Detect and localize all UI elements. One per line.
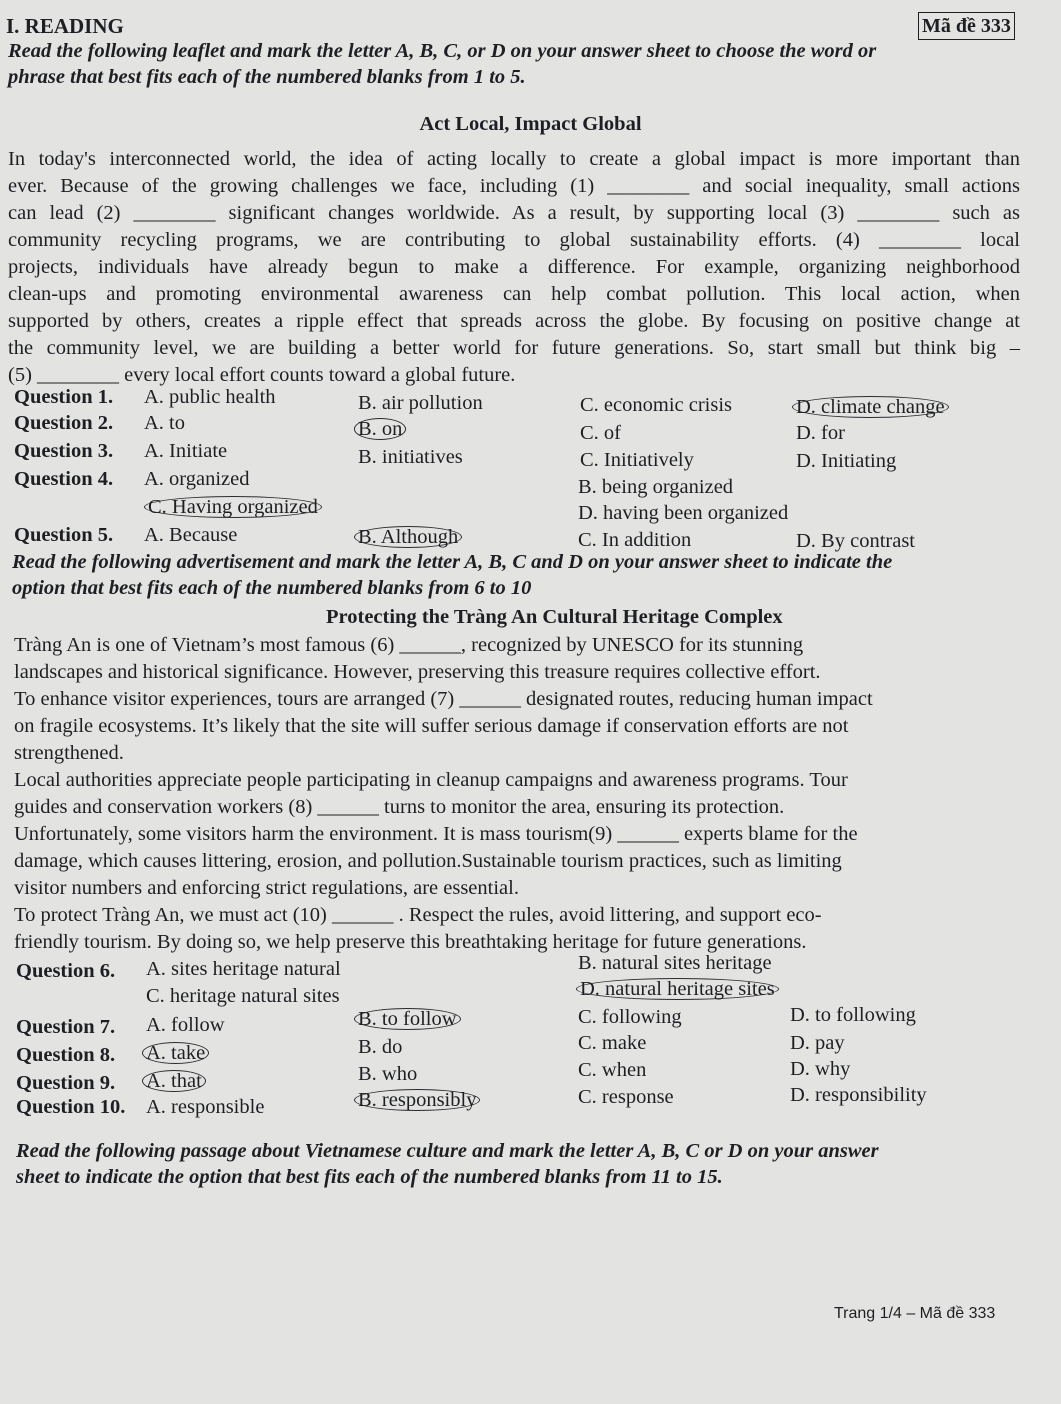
part1-instruction-line2: phrase that best fits each of the numbered blanks from 1 to 5. <box>8 66 526 88</box>
part2-passage-line: Unfortunately, some visitors harm the environment. It is mass tourism(9) ______ experts blame for the <box>14 823 858 845</box>
question-label: Question 10. <box>16 1096 126 1118</box>
option-b[interactable]: B. who <box>358 1063 418 1085</box>
part2-instruction-line1: Read the following advertisement and mark the letter A, B, C and D on your answer sheet to indicate the <box>12 551 893 573</box>
question-label: Question 4. <box>14 468 114 490</box>
page-footer: Trang 1/4 – Mã đề 333 <box>834 1305 996 1322</box>
question-label: Question 3. <box>14 440 114 462</box>
option-b[interactable]: B. initiatives <box>358 446 463 468</box>
option-c[interactable]: C. In addition <box>578 529 692 551</box>
section-heading: I. READING <box>6 14 124 38</box>
option-a[interactable]: A. public health <box>144 386 276 408</box>
option-c[interactable]: C. make <box>578 1032 647 1054</box>
option-d-selected[interactable]: D. climate change <box>792 396 949 418</box>
part2-passage-line: visitor numbers and enforcing strict regulations, are essential. <box>14 877 519 899</box>
option-a[interactable]: A. Initiate <box>144 440 228 462</box>
option-d[interactable]: D. pay <box>790 1032 845 1054</box>
option-a[interactable]: A. Because <box>144 524 238 546</box>
option-b-selected[interactable]: B. on <box>354 418 406 440</box>
part1-passage-line: In today's interconnected world, the idea of acting locally to create a global impact is more important than <box>8 148 1020 170</box>
option-b-selected[interactable]: B. to follow <box>354 1008 461 1030</box>
option-c[interactable]: C. economic crisis <box>580 394 733 416</box>
option-a[interactable]: A. sites heritage natural <box>146 958 341 980</box>
option-a[interactable]: A. organized <box>144 468 250 490</box>
question-label: Question 1. <box>14 386 114 408</box>
option-c[interactable]: C. following <box>578 1006 682 1028</box>
option-d[interactable]: D. having been organized <box>578 502 789 524</box>
option-b[interactable]: B. being organized <box>578 476 734 498</box>
part3-instruction-line2: sheet to indicate the option that best fits each of the numbered blanks from 11 to 15. <box>16 1166 723 1188</box>
question-label: Question 7. <box>16 1016 116 1038</box>
part2-passage-line: Local authorities appreciate people participating in cleanup campaigns and awareness programs. Tour <box>14 769 848 791</box>
part1-passage-line: projects, individuals have already begun to make a difference. For example, organizing neighborhood <box>8 256 1020 278</box>
option-c-selected[interactable]: C. Having organized <box>144 496 322 518</box>
option-c[interactable]: C. when <box>578 1059 647 1081</box>
part2-passage-line: damage, which causes littering, erosion, and pollution.Sustainable tourism practices, such as limiting <box>14 850 842 872</box>
option-d[interactable]: D. for <box>796 422 845 444</box>
option-d[interactable]: D. Initiating <box>796 450 897 472</box>
part1-passage-line: (5) ________ every local effort counts toward a global future. <box>8 364 516 386</box>
option-d[interactable]: D. why <box>790 1058 851 1080</box>
option-a-selected[interactable]: A. take <box>142 1042 209 1064</box>
part3-instruction-line1: Read the following passage about Vietnamese culture and mark the letter A, B, C or D on your answer <box>16 1140 879 1162</box>
part2-passage-line: To protect Tràng An, we must act (10) ______ . Respect the rules, avoid littering, and support eco- <box>14 904 822 926</box>
option-b[interactable]: B. do <box>358 1036 403 1058</box>
option-d[interactable]: D. By contrast <box>796 530 915 552</box>
option-b[interactable]: B. natural sites heritage <box>578 952 772 974</box>
part2-passage-line: To enhance visitor experiences, tours are arranged (7) ______ designated routes, reducing human impact <box>14 688 873 710</box>
part1-passage-line: can lead (2) ________ significant changes worldwide. As a result, by supporting local (3) ________ such as <box>8 202 1020 224</box>
part1-passage-line: community recycling programs, we are contributing to global sustainability efforts. (4) ________ local <box>8 229 1020 251</box>
option-a-selected[interactable]: A. that <box>142 1070 206 1092</box>
option-c[interactable]: C. response <box>578 1086 674 1108</box>
part1-title: Act Local, Impact Global <box>419 113 642 135</box>
question-label: Question 9. <box>16 1072 116 1094</box>
option-b-selected[interactable]: B. responsibly <box>354 1089 480 1111</box>
exam-code-box: Mã đề 333 <box>918 12 1015 40</box>
part1-instruction-line1: Read the following leaflet and mark the letter A, B, C, or D on your answer sheet to choose the word or <box>8 40 877 62</box>
option-b[interactable]: B. air pollution <box>358 392 483 414</box>
part1-passage-line: ever. Because of the growing challenges we face, including (1) ________ and social inequality, small actions <box>8 175 1020 197</box>
question-label: Question 2. <box>14 412 114 434</box>
option-b-selected[interactable]: B. Although <box>354 526 462 548</box>
part1-passage-line: supported by others, creates a ripple effect that spreads across the globe. By focusing on positive change at <box>8 310 1020 332</box>
part2-passage-line: on fragile ecosystems. It’s likely that the site will suffer serious damage if conservation efforts are not <box>14 715 849 737</box>
part2-passage-line: guides and conservation workers (8) ______ turns to monitor the area, ensuring its protection. <box>14 796 785 818</box>
part2-passage-line: Tràng An is one of Vietnam’s most famous (6) ______, recognized by UNESCO for its stunning <box>14 634 804 656</box>
part2-title: Protecting the Tràng An Cultural Heritage Complex <box>326 606 783 628</box>
part2-instruction-line2: option that best fits each of the numbered blanks from 6 to 10 <box>12 577 532 599</box>
option-a[interactable]: A. to <box>144 412 185 434</box>
part1-passage-line: the community level, we are building a better world for future generations. So, start small but think big – <box>8 337 1020 359</box>
part2-passage-line: friendly tourism. By doing so, we help preserve this breathtaking heritage for future generations. <box>14 931 807 953</box>
option-c[interactable]: C. of <box>580 422 621 444</box>
question-label: Question 5. <box>14 524 114 546</box>
part2-passage-line: strengthened. <box>14 742 124 764</box>
option-a[interactable]: A. responsible <box>146 1096 265 1118</box>
part1-passage-line: clean-ups and promoting environmental awareness can help combat pollution. This local action, when <box>8 283 1020 305</box>
option-d[interactable]: D. to following <box>790 1004 916 1026</box>
option-d[interactable]: D. responsibility <box>790 1084 927 1106</box>
part2-passage-line: landscapes and historical significance. However, preserving this treasure requires collective effort. <box>14 661 821 683</box>
option-c[interactable]: C. Initiatively <box>580 449 694 471</box>
question-label: Question 6. <box>16 960 116 982</box>
option-d-selected[interactable]: D. natural heritage sites <box>576 978 779 1000</box>
option-c[interactable]: C. heritage natural sites <box>146 985 340 1007</box>
question-label: Question 8. <box>16 1044 116 1066</box>
option-a[interactable]: A. follow <box>146 1014 225 1036</box>
